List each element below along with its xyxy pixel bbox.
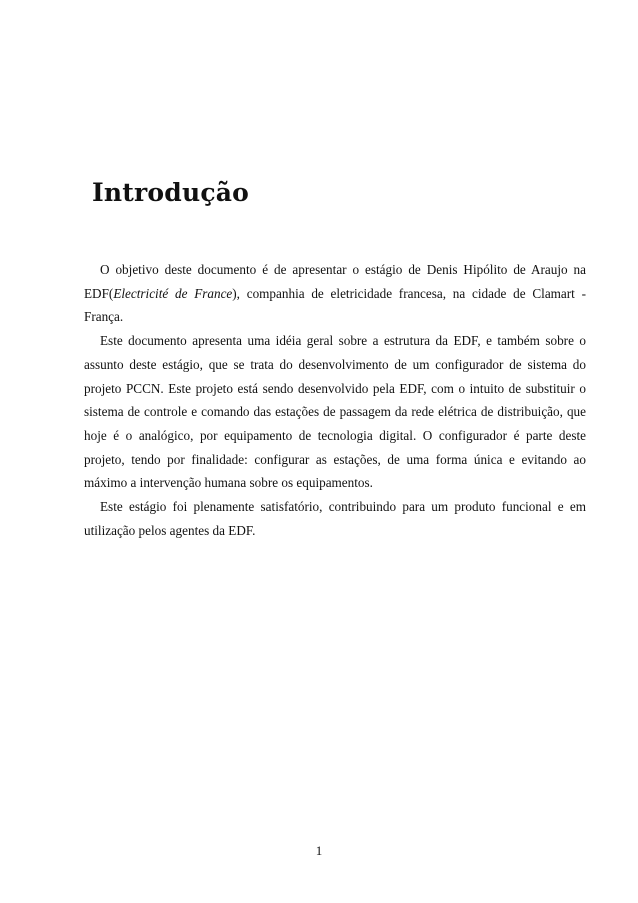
body-text (84, 258, 586, 542)
paragraph-1 (84, 258, 586, 329)
page-number: 1 (315, 843, 323, 858)
paragraph-1-italic-term: Electricité de France (113, 285, 233, 301)
paragraph-3: Este estágio foi plenamente satisfatório, contribuindo para um produto funcional e em utilização pelos agentes da EDF. (84, 499, 586, 538)
paragraph-2: Este documento apresenta uma idéia geral sobre a estrutura da EDF, e também sobre o assunto deste estágio, que se trata do desenvolvimento de um configurador de sistema do projeto PCCN. Este projeto está sendo desenvolvido pela EDF, com o intuito de substituir o sistema de controle e comando das estações de passagem da rede elétrica de distribuição, que hoje é o analógico, por equipamento de tecnologia digital. O configurador é parte deste projeto, tendo por finalidade: configurar as estações, de uma forma única e evitando ao máximo a intervenção humana sobre os equipamentos. (84, 333, 586, 491)
paragraph-1-text-start: O objetivo deste documento é de apresentar o estágio de Denis Hipólito de Araujo na EDF( (84, 262, 586, 301)
paragraph-1-text-end: ), companhia de eletricidade francesa, na cidade de Clamart - França. (84, 285, 586, 325)
chapter-title: Introdução (92, 178, 250, 207)
